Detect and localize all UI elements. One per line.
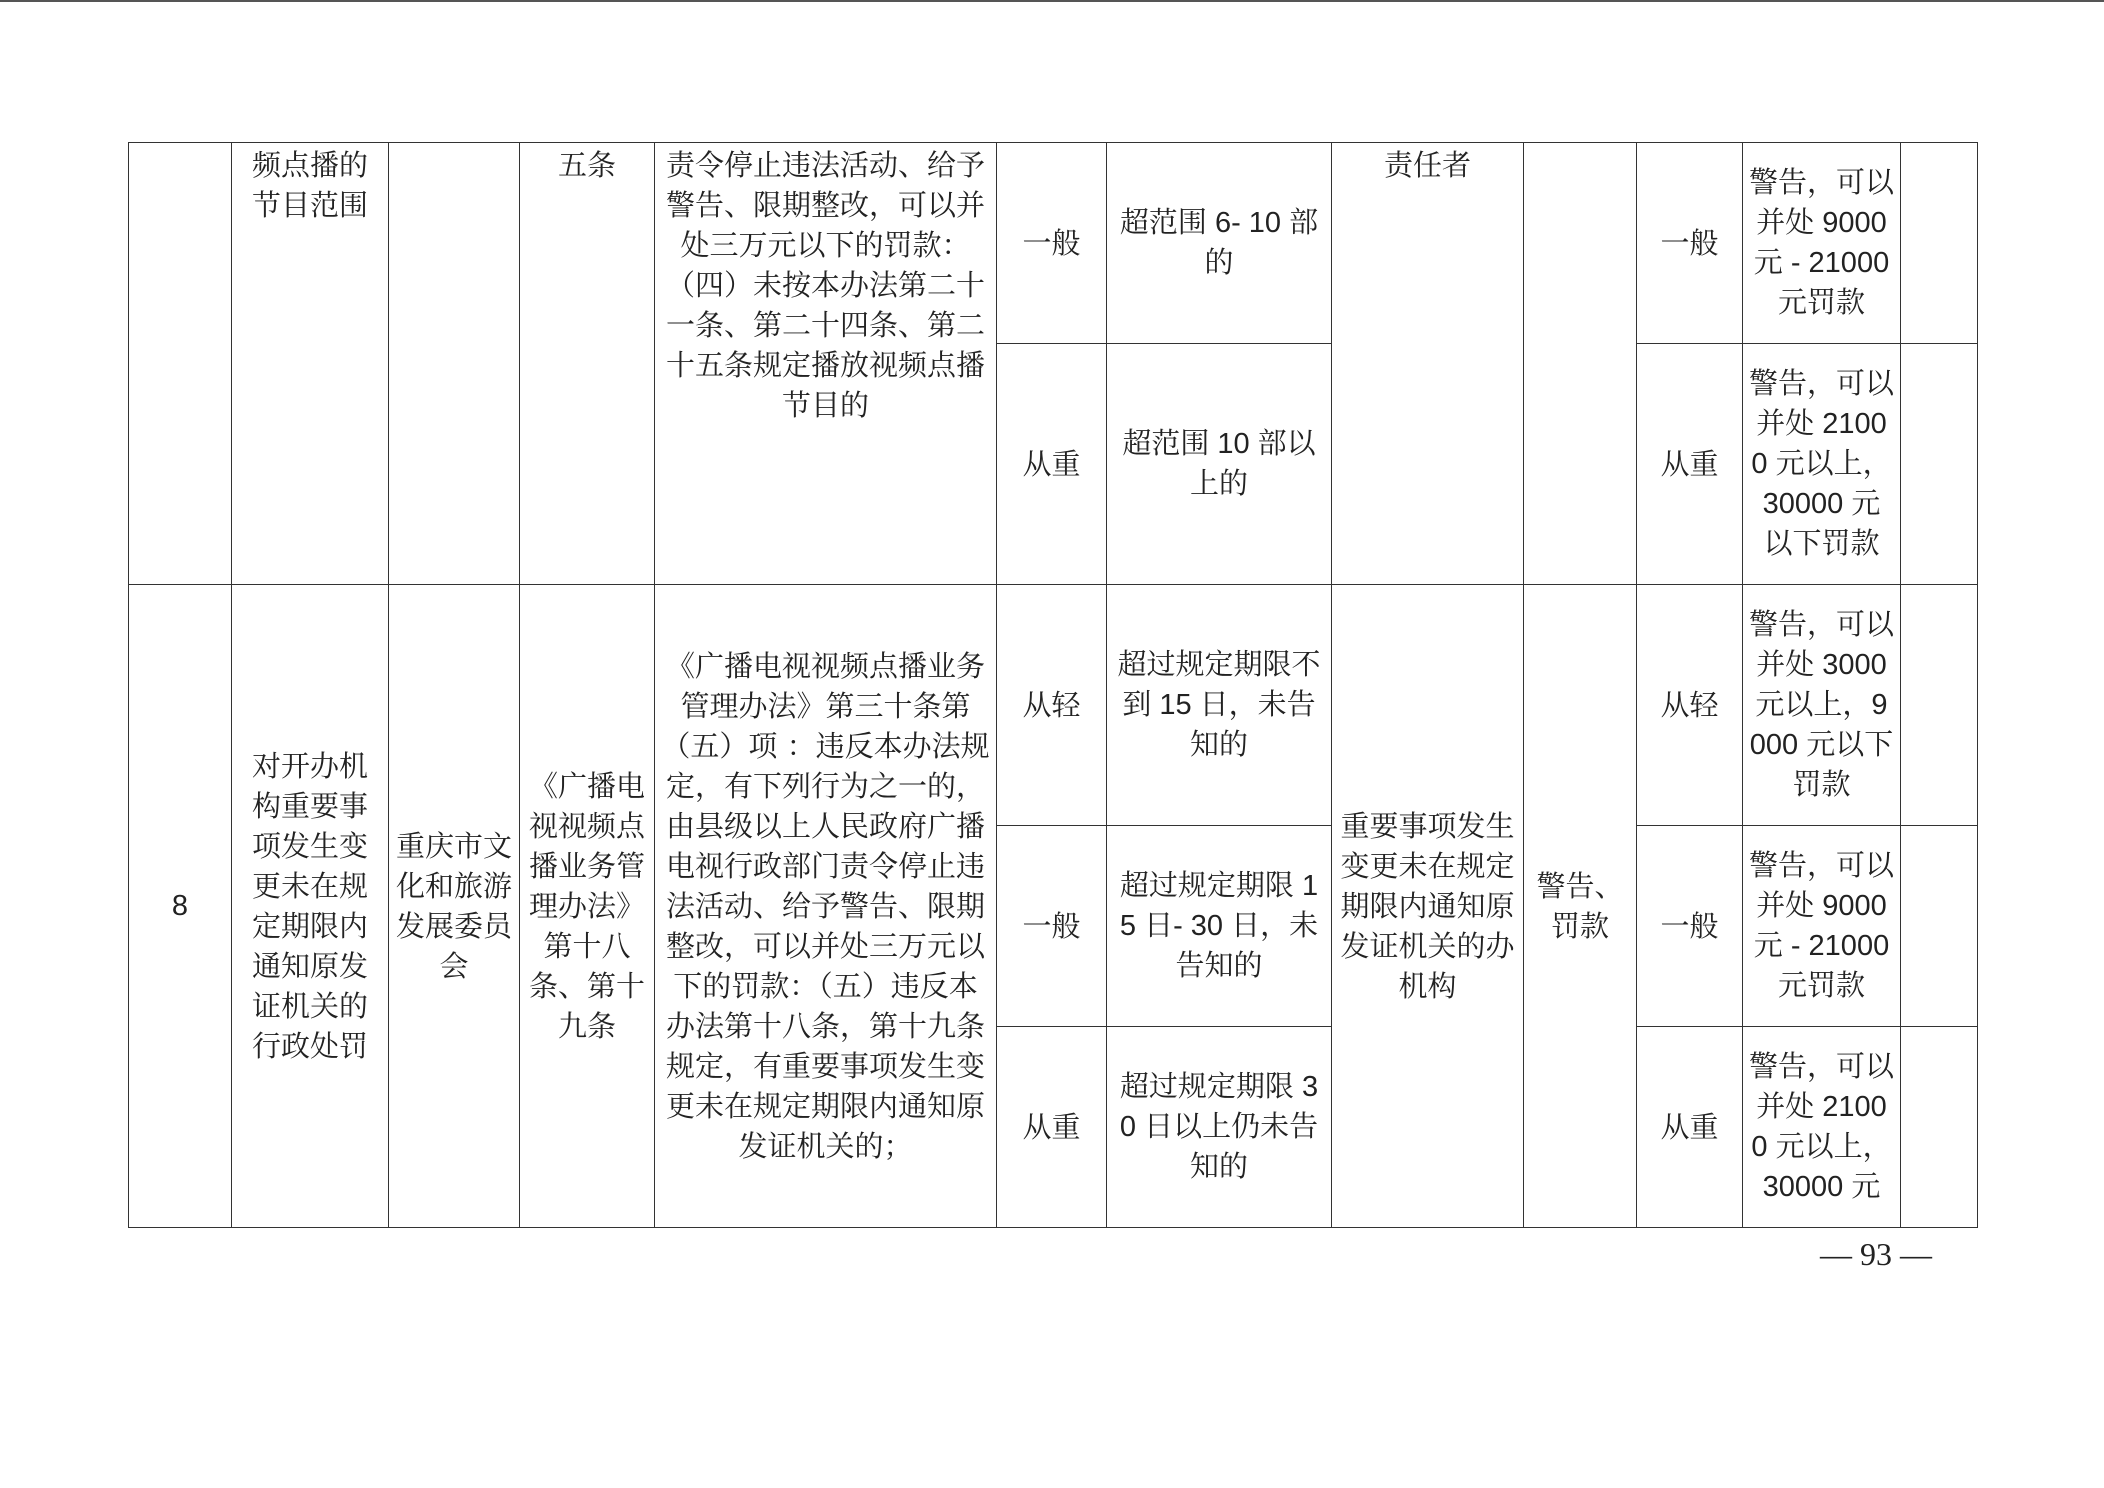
cell-level: 从轻 (997, 585, 1107, 826)
cell-level: 从重 (997, 344, 1107, 585)
cell-circumstance: 超范围 6- 10 部的 (1107, 143, 1332, 344)
cell-subject: 责任者 (1332, 143, 1524, 585)
cell-type-empty (1524, 143, 1637, 585)
cell-penalty: 警告，可以并处 3000 元以上，9000 元以下罚款 (1743, 585, 1901, 826)
table-row (129, 585, 1978, 826)
cell-circumstance: 超过规定期限 30 日以上仍未告知的 (1107, 1027, 1332, 1228)
cell-remark-empty (1901, 344, 1978, 585)
cell-level-2: 一般 (1637, 826, 1743, 1027)
cell-penalty: 警告，可以并处 21000 元以上，30000 元 (1743, 1027, 1901, 1228)
cell-remark-empty (1901, 826, 1978, 1027)
cell-item-name: 频点播的节目范围 (232, 143, 389, 585)
cell-penalty: 警告，可以并处 9000 元 - 21000 元罚款 (1743, 143, 1901, 344)
cell-penalty: 警告，可以并处 9000 元 - 21000 元罚款 (1743, 826, 1901, 1027)
cell-level-2: 从轻 (1637, 585, 1743, 826)
cell-subject: 重要事项发生变更未在规定期限内通知原发证机关的办机构 (1332, 585, 1524, 1228)
cell-penalty: 警告，可以并处 21000 元以上，30000 元以下罚款 (1743, 344, 1901, 585)
cell-basis: 五条 (520, 143, 655, 585)
cell-remark-empty (1901, 1027, 1978, 1228)
cell-provision: 责令停止违法活动、给予警告、限期整改，可以并处三万元以下的罚款：（四）未按本办法第二十一条、第二十四条、第二十五条规定播放视频点播节目的 (655, 143, 997, 585)
cell-level: 从重 (997, 1027, 1107, 1228)
cell-seq-empty (129, 143, 232, 585)
cell-provision: 《广播电视视频点播业务管理办法》第三十条第（五）项 ：违反本办法规定，有下列行为之一的，由县级以上人民政府广播电视行政部门责令停止违法活动、给予警告、限期整改，可以并处三万元以下的罚款：（五）违反本办法第十八条，第十九条规定，有重要事项发生变更未在规定期限内通知原发证机关的； (655, 585, 997, 1228)
cell-circumstance: 超过规定期限 15 日- 30 日，未告知的 (1107, 826, 1332, 1027)
cell-circumstance: 超过规定期限不到 15 日，未告知的 (1107, 585, 1332, 826)
cell-dept: 重庆市文化和旅游发展委员会 (389, 585, 520, 1228)
table-row (129, 143, 1978, 344)
cell-basis: 《广播电视视频点播业务管理办法》第十八条、第十九条 (520, 585, 655, 1228)
cell-remark-empty (1901, 143, 1978, 344)
cell-remark-empty (1901, 585, 1978, 826)
page-top-border (0, 0, 2104, 2)
cell-circumstance: 超范围 10 部以上的 (1107, 344, 1332, 585)
cell-type: 警告、罚款 (1524, 585, 1637, 1228)
cell-dept-empty (389, 143, 520, 585)
cell-level-2: 从重 (1637, 1027, 1743, 1228)
cell-level-2: 从重 (1637, 344, 1743, 585)
cell-item-name: 对开办机构重要事项发生变更未在规定期限内通知原发证机关的行政处罚 (232, 585, 389, 1228)
page-number: — 93 — (1820, 1236, 1932, 1272)
cell-level: 一般 (997, 143, 1107, 344)
cell-level-2: 一般 (1637, 143, 1743, 344)
cell-level: 一般 (997, 826, 1107, 1027)
penalty-table (128, 142, 1978, 1228)
cell-seq: 8 (129, 585, 232, 1228)
